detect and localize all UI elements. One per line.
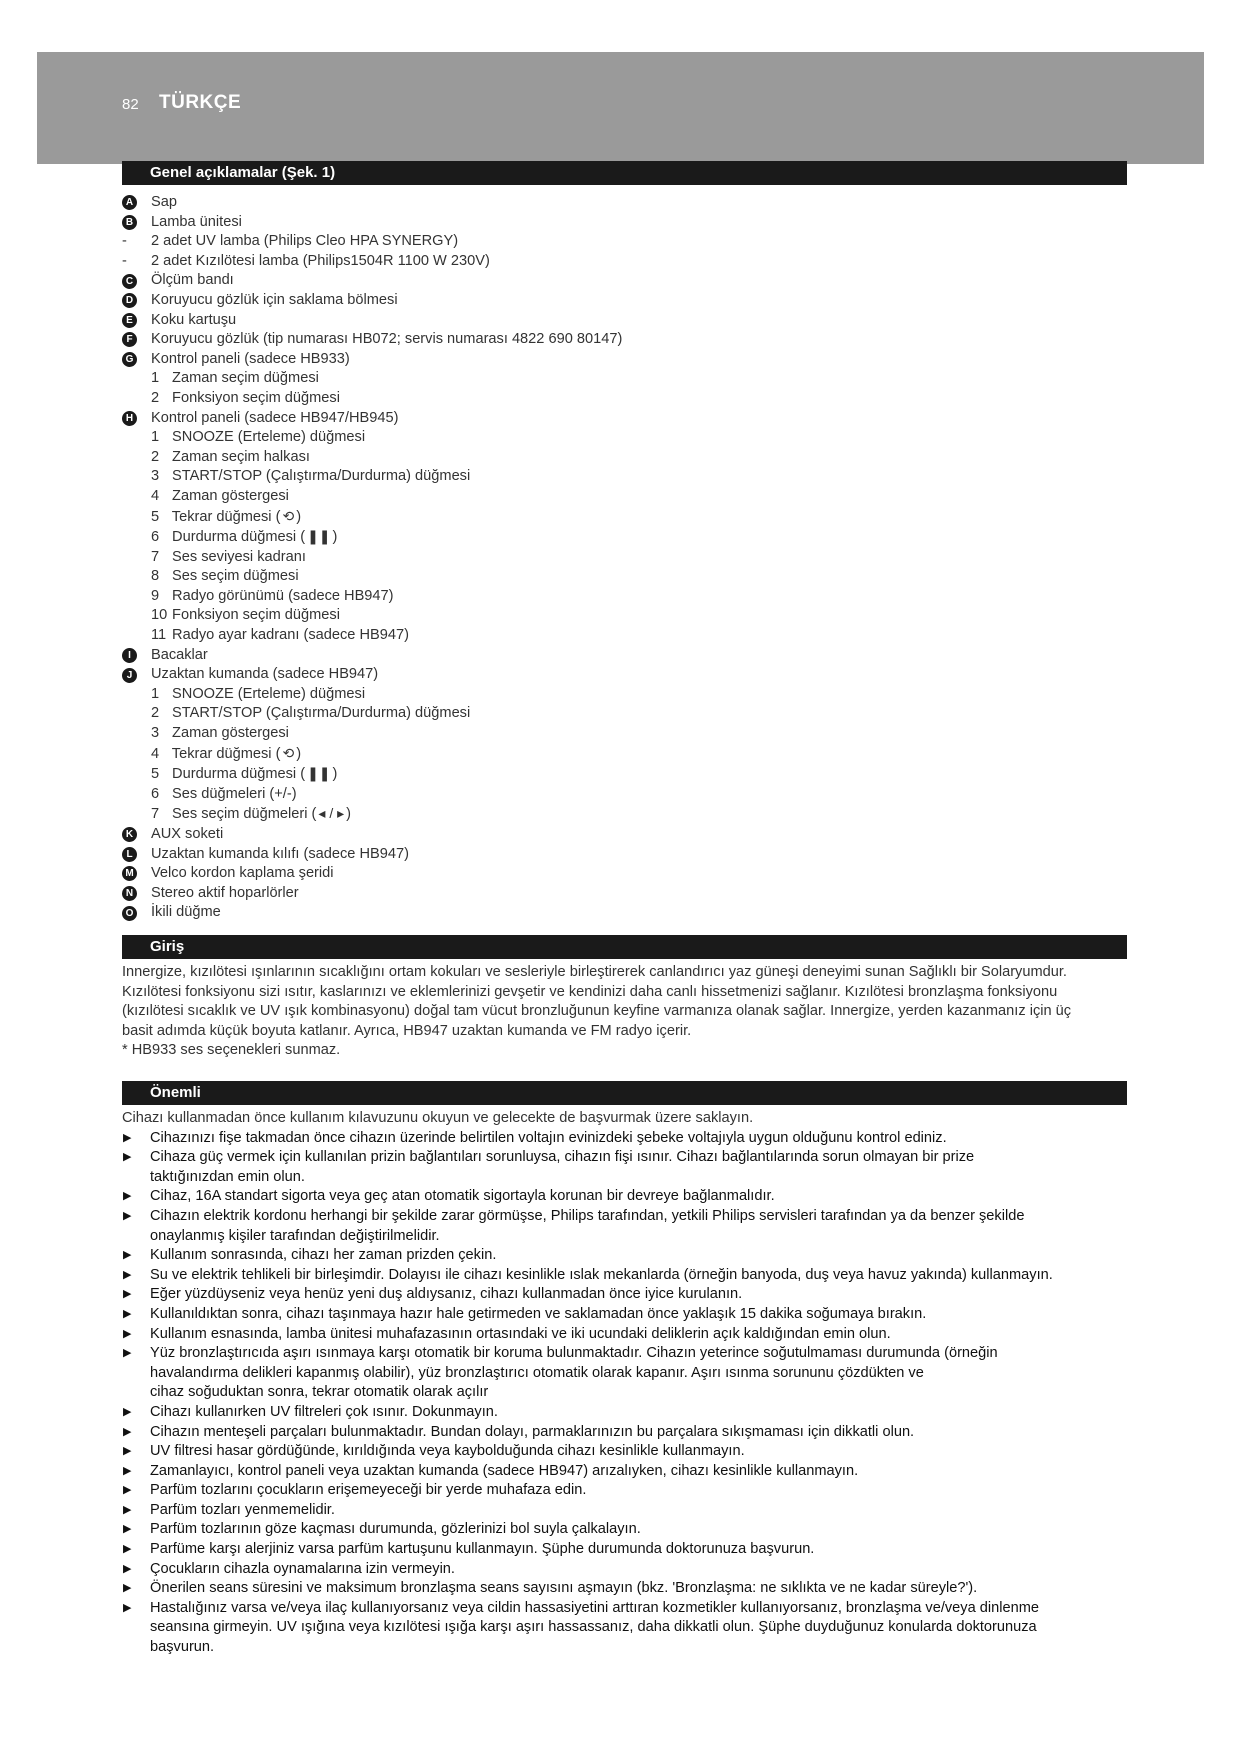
- warning-line: Kullanıldıktan sonra, cihazı taşınmaya hazır hale getirmeden ve saklamadan önce yaklaşık 15 dakika soğumaya bırakın.: [150, 1305, 927, 1322]
- legend-item: [122, 193, 1127, 213]
- legend-numbered-item: [122, 685, 1127, 705]
- legend-item: [122, 665, 1127, 685]
- legend-text: Fonksiyon seçim düğmesi: [168, 607, 340, 624]
- warning-bullet: [122, 1423, 1127, 1443]
- legend-text: Lamba ünitesi: [151, 213, 242, 230]
- warning-text: [150, 1403, 1127, 1423]
- legend-text: Bacaklar: [151, 646, 208, 663]
- legend-numbered-item: [122, 785, 1127, 805]
- legend-numbered-item: [122, 587, 1127, 607]
- warning-text: [150, 1325, 1127, 1345]
- warning-bullet: [122, 1305, 1127, 1325]
- warning-text: [150, 1344, 1127, 1403]
- item-number: 1: [151, 370, 160, 387]
- letter-badge: C: [122, 274, 137, 289]
- legend-numbered-item: [122, 487, 1127, 507]
- warning-bullet: [122, 1540, 1127, 1560]
- legend-text-after: ): [296, 508, 302, 525]
- legend-item: [122, 409, 1127, 429]
- dash-marker: -: [122, 233, 127, 250]
- legend-text: Sap: [151, 194, 177, 210]
- letter-badge: I: [122, 648, 137, 663]
- legend-text-after: ): [332, 529, 338, 546]
- warning-bullet: [122, 1403, 1127, 1423]
- language-title: TÜRKÇE: [159, 92, 242, 113]
- warning-line: Su ve elektrik tehlikeli bir birleşimdir. Dolayısı ile cihazı kesinlikle ıslak mekanlarda (örneğin banyoda, duş veya havuz yakında) kullanmayın.: [150, 1266, 1053, 1283]
- bullet-triangle-icon: ▶: [123, 1190, 132, 1203]
- bullet-triangle-icon: ▶: [123, 1543, 132, 1556]
- warning-bullet: [122, 1266, 1127, 1286]
- warning-line: Cihaza güç vermek için kullanılan prizin bağlantıları sorunluysa, cihazın fişi ısınır. Cihazı bağlantılarında sorun olmayan bir prize: [150, 1149, 975, 1166]
- legend-text: Kontrol paneli (sadece HB933): [151, 350, 350, 367]
- bullet-triangle-icon: ▶: [123, 1249, 132, 1262]
- letter-badge: B: [122, 215, 137, 230]
- legend-text: SNOOZE (Erteleme) düğmesi: [168, 429, 366, 446]
- legend-numbered-item: [122, 507, 1127, 528]
- warning-text: [150, 1305, 1127, 1325]
- warning-bullet: [122, 1599, 1127, 1658]
- warning-bullet: [122, 1560, 1127, 1580]
- legend-text: Durdurma düğmesi (: [168, 529, 306, 546]
- page-number: 82: [122, 96, 139, 113]
- item-number: 8: [151, 568, 160, 585]
- warning-text: [150, 1148, 1127, 1187]
- warning-line: Parfüm tozlarını çocukların erişemeyeceği bir yerde muhafaza edin.: [150, 1482, 587, 1499]
- warning-text: [150, 1285, 1127, 1305]
- item-number: 2: [151, 389, 160, 406]
- legend-numbered-item: [122, 548, 1127, 568]
- warning-text: [150, 1187, 1127, 1207]
- header-band: [37, 52, 1204, 164]
- warning-bullet: [122, 1325, 1127, 1345]
- warning-text: [150, 1540, 1127, 1560]
- legend-item: [122, 864, 1127, 884]
- pause-icon: ❚❚: [307, 528, 331, 545]
- warning-bullet: [122, 1129, 1127, 1149]
- bullet-triangle-icon: ▶: [123, 1405, 132, 1418]
- bullet-triangle-icon: ▶: [123, 1151, 132, 1164]
- legend-numbered-item: [122, 428, 1127, 448]
- warning-text: [150, 1246, 1127, 1266]
- legend-subitem: [122, 232, 1127, 252]
- legend-text: İkili düğme: [151, 904, 221, 921]
- warning-line: Cihazın elektrik kordonu herhangi bir şekilde zarar görmüşse, Philips tarafından, yetkili Philips servisleri tarafından ya da benzer şekilde: [150, 1207, 1025, 1224]
- legend-text: 2 adet UV lamba (Philips Cleo HPA SYNERGY): [151, 233, 459, 250]
- item-number: 7: [151, 548, 160, 565]
- legend-numbered-item: [122, 764, 1127, 785]
- legend-text: Koku kartuşu: [151, 311, 237, 328]
- warning-line: seansına girmeyin. UV ışığına veya kızılötesi ışığa karşı aşırı hassassanız, daha dikkatli olun. Şüphe duyduğunuz konularda doktorunuza: [150, 1619, 1037, 1636]
- legend-text: Durdurma düğmesi (: [168, 766, 306, 783]
- letter-badge: G: [122, 352, 137, 367]
- warning-bullet: [122, 1207, 1127, 1246]
- repeat-icon: ⟲: [282, 744, 295, 761]
- legend-numbered-item: [122, 744, 1127, 765]
- bullet-triangle-icon: ▶: [123, 1209, 132, 1222]
- letter-badge: N: [122, 886, 137, 901]
- intro-line: (kızılötesi sıcaklık ve UV ışık kombinasyonu) doğal tam vücut bronzluğunun keyfine varmanıza olanak sağlar. Innergize, yerden kazanmanız için üç: [122, 1003, 1072, 1020]
- item-number: 6: [151, 529, 160, 546]
- bullet-triangle-icon: ▶: [123, 1484, 132, 1497]
- legend-numbered-item: [122, 804, 1127, 825]
- legend-text: Koruyucu gözlük (tip numarası HB072; servis numarası 4822 690 80147): [151, 331, 623, 348]
- item-number: 1: [151, 685, 160, 702]
- legend-text: Ses seçim düğmesi: [168, 568, 299, 585]
- item-number: 2: [151, 448, 160, 465]
- legend-numbered-item: [122, 527, 1127, 548]
- letter-badge: D: [122, 293, 137, 308]
- warning-bullet: [122, 1579, 1127, 1599]
- warning-line: taktığınızdan emin olun.: [150, 1168, 305, 1185]
- legend-item: [122, 884, 1127, 904]
- warning-line: Cihazınızı fişe takmadan önce cihazın üzerinde belirtilen voltajın evinizdeki şebeke voltajıyla uygun olduğunu kontrol ediniz.: [150, 1129, 947, 1146]
- legend-text: AUX soketi: [151, 826, 224, 842]
- warning-line: Hastalığınız varsa ve/veya ilaç kullanıyorsanız veya cildin hassasiyetini arttıran kozmetikler kullanıyorsanız, bronzlaşma ve/veya dinlenme: [150, 1599, 1039, 1616]
- legend-text: Uzaktan kumanda (sadece HB947): [151, 666, 379, 683]
- legend-numbered-item: [122, 369, 1127, 389]
- warning-text: [150, 1599, 1127, 1658]
- warning-line: Kullanım sonrasında, cihazı her zaman prizden çekin.: [150, 1247, 497, 1264]
- warning-line: onaylanmış kişiler tarafından değiştirilmelidir.: [150, 1227, 440, 1244]
- legend-numbered-item: [122, 724, 1127, 744]
- item-number: 11: [151, 627, 167, 644]
- intro-line: Innergize, kızılötesi ışınlarının sıcaklığını ortam kokuları ve sesleriyle birleştirerek canlandırıcı yaz güneşi deneyimi sunan Sağlıklı bir Solaryumdur.: [122, 964, 1067, 980]
- legend-text-after: ): [332, 766, 338, 783]
- item-number: 5: [151, 508, 160, 525]
- bullet-triangle-icon: ▶: [123, 1601, 132, 1614]
- legend-numbered-item: [122, 448, 1127, 468]
- item-number: 6: [151, 785, 160, 802]
- warning-bullet: [122, 1481, 1127, 1501]
- item-number: 1: [151, 429, 160, 446]
- legend-item: [122, 646, 1127, 666]
- warning-text: [150, 1560, 1127, 1580]
- bullet-triangle-icon: ▶: [123, 1464, 132, 1477]
- legend-item: [122, 825, 1127, 845]
- warning-line: Çocukların cihazla oynamalarına izin vermeyin.: [150, 1560, 455, 1577]
- legend-text: Tekrar düğmesi (: [168, 508, 281, 525]
- warning-line: havalandırma delikleri kapanmış olabilir), yüz bronzlaştırıcı otomatik olarak kapanır. Aşırı ısınma sorununu çözdükten ve: [150, 1364, 924, 1381]
- warning-bullet: [122, 1246, 1127, 1266]
- warning-bullet: [122, 1520, 1127, 1540]
- warning-text: [150, 1266, 1127, 1286]
- bullet-triangle-icon: ▶: [123, 1562, 132, 1575]
- intro-text: [122, 963, 1127, 1061]
- intro-section-title: Giriş: [122, 935, 1127, 959]
- warning-line: UV filtresi hasar gördüğünde, kırıldığında veya kaybolduğunda cihazı kesinlikle kullanmayın.: [150, 1443, 745, 1460]
- legend-text: Ses seçim düğmeleri (: [168, 806, 317, 823]
- item-number: 2: [151, 705, 160, 722]
- letter-badge: O: [122, 906, 137, 921]
- legend-text: SNOOZE (Erteleme) düğmesi: [168, 685, 366, 702]
- legend-text: 2 adet Kızılötesi lamba (Philips1504R 1100 W 230V): [151, 252, 490, 269]
- warning-bullet: [122, 1462, 1127, 1482]
- legend-text: Fonksiyon seçim düğmesi: [168, 389, 340, 406]
- item-number: 10: [151, 607, 168, 624]
- legend-text: START/STOP (Çalıştırma/Durdurma) düğmesi: [168, 468, 471, 485]
- important-section: [122, 1081, 1127, 1658]
- legend-numbered-item: [122, 626, 1127, 646]
- warning-line: Kullanım esnasında, lamba ünitesi muhafazasının ortasındaki ve iki ucundaki deliklerin açık kaldığından emin olun.: [150, 1325, 891, 1342]
- warning-line: Parfüm tozları yenmemelidir.: [150, 1501, 335, 1518]
- legend-text: Tekrar düğmesi (: [168, 745, 281, 762]
- warning-bullet: [122, 1344, 1127, 1403]
- letter-badge: F: [122, 332, 137, 347]
- warning-bullet: [122, 1442, 1127, 1462]
- warning-text: [150, 1501, 1127, 1521]
- legend-text: Ölçüm bandı: [151, 272, 234, 289]
- legend-text: Stereo aktif hoparlörler: [151, 884, 299, 901]
- legend-text: Koruyucu gözlük için saklama bölmesi: [151, 291, 398, 308]
- legend-subitem: [122, 252, 1127, 272]
- item-number: 4: [151, 487, 160, 504]
- legend-item: [122, 330, 1127, 350]
- legend-text: Zaman göstergesi: [168, 725, 289, 742]
- bullet-triangle-icon: ▶: [123, 1425, 132, 1438]
- warning-text: [150, 1481, 1127, 1501]
- warning-text: [150, 1520, 1127, 1540]
- item-number: 7: [151, 806, 160, 823]
- warning-bullet: [122, 1501, 1127, 1521]
- intro-line: * HB933 ses seçenekleri sunmaz.: [122, 1042, 341, 1059]
- dash-marker: -: [122, 252, 127, 269]
- warning-line: Cihazı kullanırken UV filtreleri çok ısınır. Dokunmayın.: [150, 1403, 498, 1420]
- bullet-triangle-icon: ▶: [123, 1347, 132, 1360]
- legend-text: Ses seviyesi kadranı: [168, 548, 306, 565]
- letter-badge: E: [122, 313, 137, 328]
- pause-icon: ❚❚: [307, 765, 331, 782]
- item-number: 5: [151, 766, 160, 783]
- bullet-triangle-icon: ▶: [123, 1268, 132, 1281]
- letter-badge: A: [122, 195, 137, 210]
- warning-line: Zamanlayıcı, kontrol paneli veya uzaktan kumanda (sadece HB947) arızalıyken, cihazı kesinlikle kullanmayın.: [150, 1462, 859, 1479]
- item-number: 4: [151, 745, 160, 762]
- letter-badge: L: [122, 847, 137, 862]
- bullet-triangle-icon: ▶: [123, 1503, 132, 1516]
- legend-text: Zaman seçim düğmesi: [168, 370, 319, 387]
- warning-line: başvurun.: [150, 1639, 215, 1656]
- legend-numbered-item: [122, 606, 1127, 626]
- general-section: [122, 161, 1127, 923]
- letter-badge: M: [122, 866, 137, 881]
- legend-text: Kontrol paneli (sadece HB947/HB945): [151, 409, 399, 426]
- legend-item: [122, 271, 1127, 291]
- bullet-triangle-icon: ▶: [123, 1445, 132, 1458]
- legend-text: Velco kordon kaplama şeridi: [151, 865, 334, 882]
- warning-text: [150, 1423, 1127, 1443]
- legend-text: Ses düğmeleri (+/-): [168, 785, 297, 802]
- item-number: 3: [151, 468, 160, 485]
- legend-text: Radyo görünümü (sadece HB947): [168, 587, 394, 604]
- legend-text: Zaman göstergesi: [168, 487, 289, 504]
- legend-text-after: ): [346, 806, 352, 823]
- legend-text: Uzaktan kumanda kılıfı (sadece HB947): [151, 845, 409, 862]
- legend-item: [122, 845, 1127, 865]
- warning-text: [150, 1129, 1127, 1149]
- legend-text: Zaman seçim halkası: [168, 448, 310, 465]
- legend-text: Radyo ayar kadranı (sadece HB947): [168, 627, 409, 644]
- warning-line: Cihazın menteşeli parçaları bulunmaktadır. Bundan dolayı, parmaklarınızın bu parçalara sıkışmaması için dikkatli olun.: [150, 1423, 915, 1440]
- warning-line: Parfüm tozlarının göze kaçması durumunda, gözlerinizi bol suyla çalkalayın.: [150, 1521, 641, 1538]
- warning-line: cihaz soğuduktan sonra, tekrar otomatik olarak açılır: [150, 1384, 489, 1401]
- legend-text-after: ): [296, 745, 302, 762]
- warning-line: Yüz bronzlaştırıcıda aşırı ısınmaya karşı otomatik bir koruma bulunmaktadır. Cihazın yeterince soğutulmaması durumunda (örneğin: [150, 1345, 998, 1362]
- warning-line: Cihaz, 16A standart sigorta veya geç atan otomatik sigortayla korunan bir devreye bağlanmalıdır.: [150, 1188, 775, 1205]
- legend-numbered-item: [122, 467, 1127, 487]
- warning-bullet: [122, 1285, 1127, 1305]
- letter-badge: H: [122, 411, 137, 426]
- important-list: [122, 1129, 1127, 1658]
- important-lead: Cihazı kullanmadan önce kullanım kılavuzunu okuyun ve gelecekte de başvurmak üzere saklayın.: [122, 1110, 754, 1126]
- warning-line: Eğer yüzdüyseniz veya henüz yeni duş aldıysanız, cihazı kullanmadan önce iyice kurulanın.: [150, 1286, 743, 1303]
- intro-section: [122, 935, 1127, 1061]
- bullet-triangle-icon: ▶: [123, 1582, 132, 1595]
- legend-text: START/STOP (Çalıştırma/Durdurma) düğmesi: [168, 705, 471, 722]
- warning-line: Parfüme karşı alerjiniz varsa parfüm kartuşunu kullanmayın. Şüphe durumunda doktorunuza başvurun.: [150, 1541, 815, 1558]
- left-right-arrow-icon: ◂ / ▸: [318, 805, 345, 822]
- important-section-title: Önemli: [122, 1081, 1127, 1105]
- bullet-triangle-icon: ▶: [123, 1131, 132, 1144]
- warning-text: [150, 1579, 1127, 1599]
- bullet-triangle-icon: ▶: [123, 1288, 132, 1301]
- bullet-triangle-icon: ▶: [123, 1327, 132, 1340]
- intro-line: Kızılötesi fonksiyonu sizi ısıtır, kaslarınızı ve eklemlerinizi gevşetir ve kendinizi daha canlı hissetmenizi sağlanır. Kızılötesi bronzlaşma fonksiyonu: [122, 983, 1058, 1000]
- legend-item: [122, 291, 1127, 311]
- warning-text: [150, 1462, 1127, 1482]
- letter-badge: K: [122, 827, 137, 842]
- item-number: 3: [151, 725, 160, 742]
- item-number: 9: [151, 587, 160, 604]
- general-list: [122, 193, 1127, 923]
- intro-line: basit adımda küçük boyuta katlanır. Ayrıca, HB947 uzaktan kumanda ve FM radyo içerir.: [122, 1022, 692, 1039]
- bullet-triangle-icon: ▶: [123, 1523, 132, 1536]
- legend-item: [122, 903, 1127, 923]
- legend-item: [122, 213, 1127, 233]
- warning-bullet: [122, 1187, 1127, 1207]
- legend-numbered-item: [122, 389, 1127, 409]
- warning-line: Önerilen seans süresini ve maksimum bronzlaşma seans sayısını aşmayın (bkz. 'Bronzlaşma: ne sıklıkta ve ne kadar süreyle?').: [150, 1580, 978, 1597]
- warning-text: [150, 1207, 1127, 1246]
- general-section-title: Genel açıklamalar (Şek. 1): [122, 161, 1127, 185]
- legend-numbered-item: [122, 704, 1127, 724]
- legend-item: [122, 350, 1127, 370]
- repeat-icon: ⟲: [282, 507, 295, 524]
- bullet-triangle-icon: ▶: [123, 1307, 132, 1320]
- warning-text: [150, 1442, 1127, 1462]
- letter-badge: J: [122, 668, 137, 683]
- legend-item: [122, 311, 1127, 331]
- warning-bullet: [122, 1148, 1127, 1187]
- legend-numbered-item: [122, 567, 1127, 587]
